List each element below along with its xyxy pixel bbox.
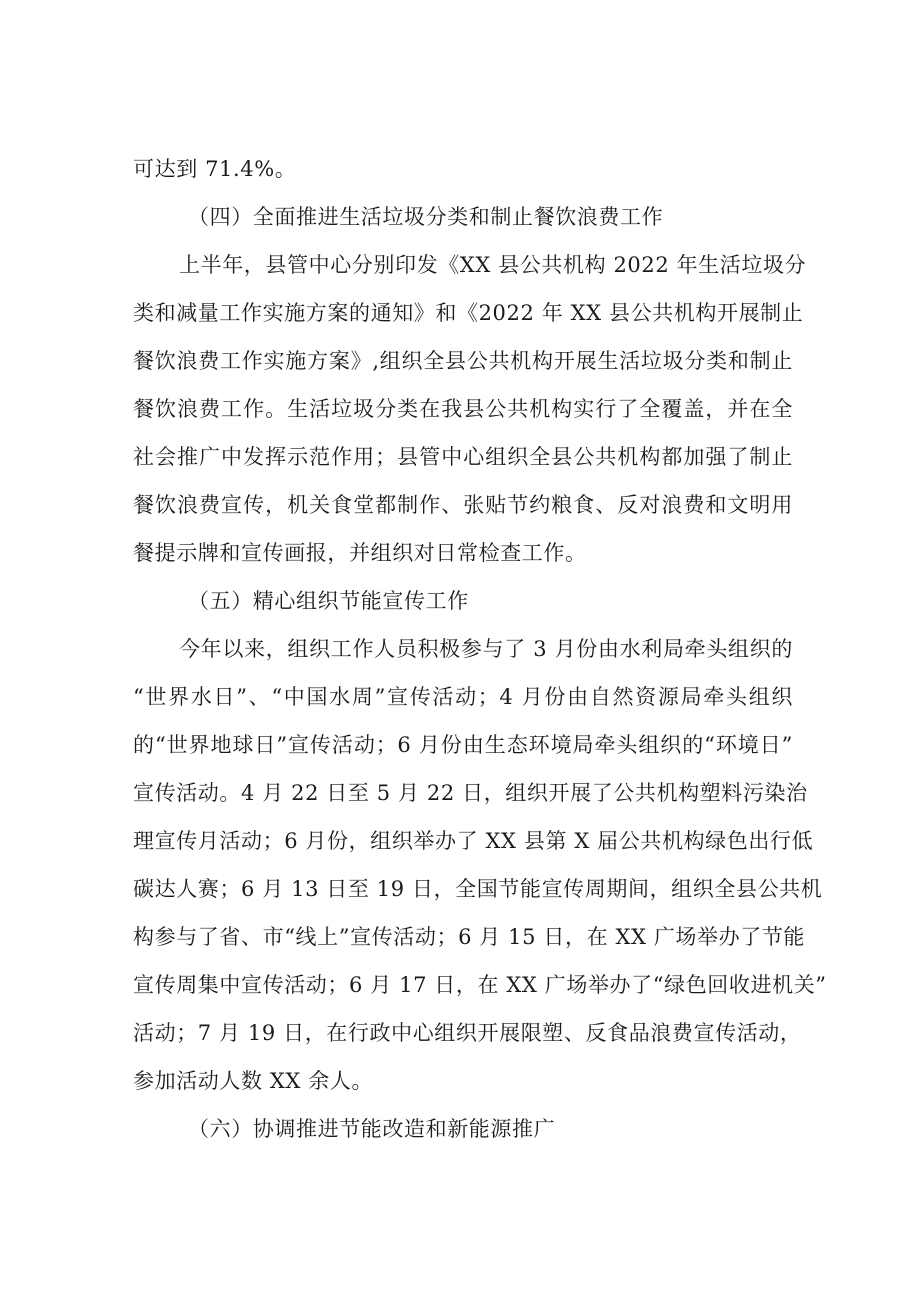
continuation-line: 可达到 71.4%。	[133, 157, 297, 181]
section-5-paragraph-line: 宣传周集中宣传活动；6 月 17 日，在 XX 广场举办了“绿色回收进机关”	[133, 973, 827, 997]
section-4-paragraph-line: 类和减量工作实施方案的通知》和《2022 年 XX 县公共机构开展制止	[133, 301, 804, 325]
section-4-paragraph-line: 餐饮浪费工作实施方案》,组织全县公共机构开展生活垃圾分类和制止	[133, 349, 793, 373]
section-5-heading: （五）精心组织节能宣传工作	[188, 589, 469, 613]
section-5-paragraph-line: 的“世界地球日”宣传活动；6 月份由生态环境局牵头组织的“环境日”	[133, 733, 793, 757]
section-4-paragraph-line: 餐提示牌和宣传画报，并组织对日常检查工作。	[133, 541, 587, 565]
section-5-paragraph-line: 今年以来，组织工作人员积极参与了 3 月份由水利局牵头组织的	[179, 637, 793, 661]
section-5-paragraph-line: 构参与了省、市“线上”宣传活动；6 月 15 日，在 XX 广场举办了节能	[133, 925, 806, 949]
section-4-paragraph-line: 餐饮浪费宣传，机关食堂都制作、张贴节约粮食、反对浪费和文明用	[133, 493, 793, 517]
section-4-paragraph-line: 上半年，县管中心分别印发《XX 县公共机构 2022 年生活垃圾分	[179, 253, 807, 277]
section-5-paragraph-line: 碳达人赛；6 月 13 日至 19 日，全国节能宣传周期间，组织全县公共机	[133, 877, 823, 901]
section-5-paragraph-line: 活动；7 月 19 日，在行政中心组织开展限塑、反食品浪费宣传活动，	[133, 1021, 802, 1045]
section-6-heading: （六）协调推进节能改造和新能源推广	[188, 1117, 556, 1141]
section-4-paragraph-line: 餐饮浪费工作。生活垃圾分类在我县公共机构实行了全覆盖，并在全	[133, 397, 793, 421]
section-5-paragraph-line: 参加活动人数 XX 余人。	[133, 1069, 374, 1093]
section-4-heading: （四）全面推进生活垃圾分类和制止餐饮浪费工作	[188, 205, 664, 229]
section-5-paragraph-line: 宣传活动。4 月 22 日至 5 月 22 日，组织开展了公共机构塑料污染治	[133, 781, 808, 805]
section-4-paragraph-line: 社会推广中发挥示范作用；县管中心组织全县公共机构都加强了制止	[133, 445, 793, 469]
section-5-paragraph-line: 理宣传月活动；6 月份，组织举办了 XX 县第 X 届公共机构绿色出行低	[133, 829, 814, 853]
section-5-paragraph-line: “世界水日”、“中国水周”宣传活动；4 月份由自然资源局牵头组织	[133, 685, 793, 709]
